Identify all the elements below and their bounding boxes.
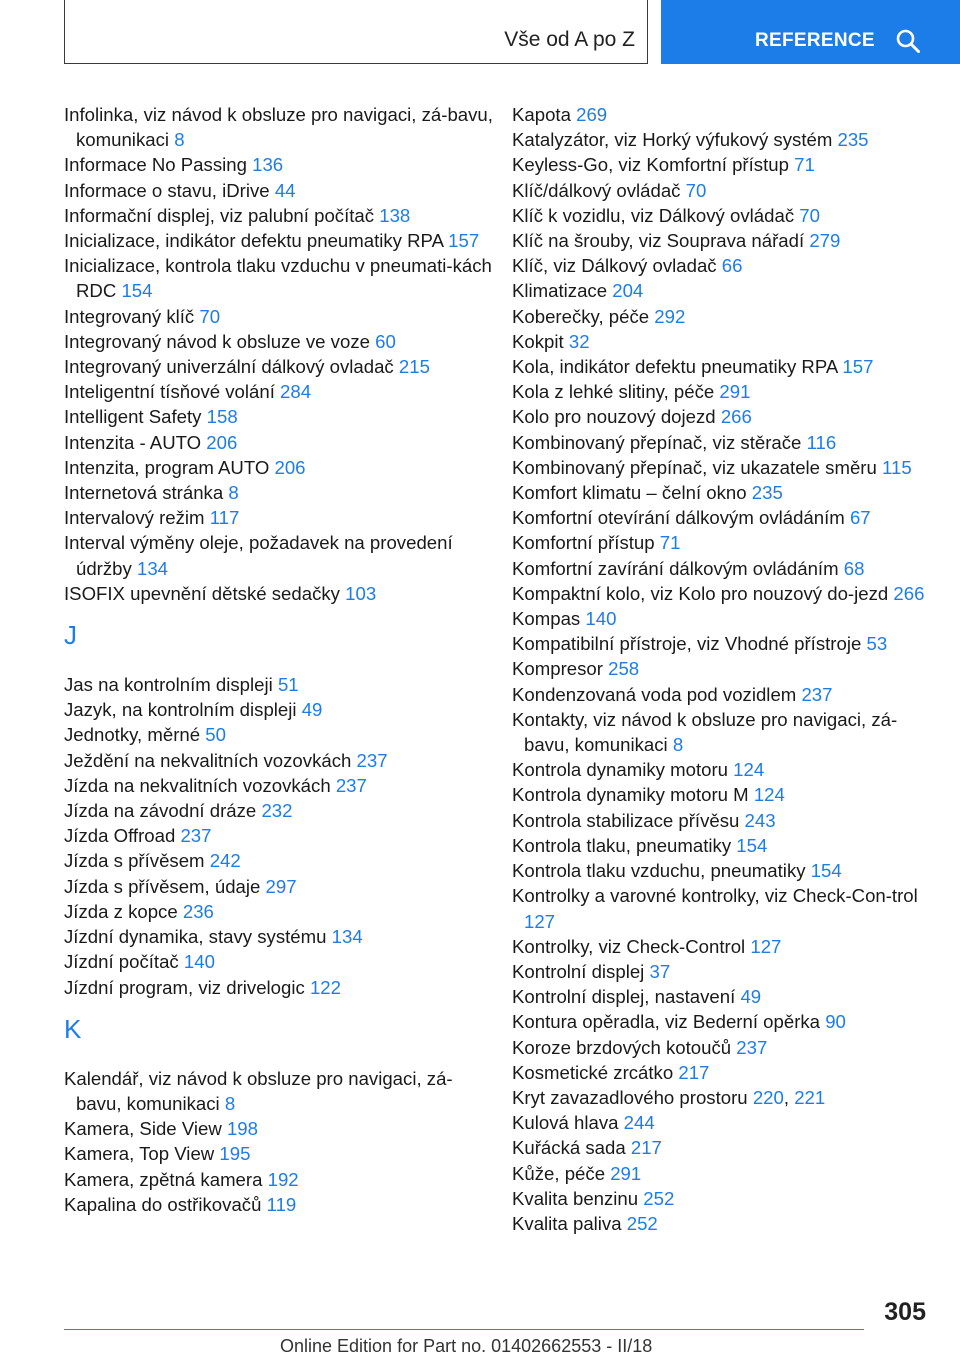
index-entry xyxy=(512,178,932,203)
index-entry-text: Kontrola tlaku vzduchu, pneumatiky xyxy=(512,860,806,882)
page-number: 305 xyxy=(884,1298,926,1326)
index-entry xyxy=(512,883,932,933)
index-entry xyxy=(64,329,494,354)
page-link[interactable]: 158 xyxy=(206,406,238,428)
index-entry xyxy=(512,530,932,555)
index-entry xyxy=(512,430,932,455)
index-entry xyxy=(64,722,494,747)
index-entry-text: Kontrolní displej xyxy=(512,960,645,982)
index-entry-text: Kola z lehké slitiny, péče xyxy=(512,381,715,403)
page-link[interactable]: 157 xyxy=(448,230,480,252)
page-link[interactable]: 206 xyxy=(274,456,306,478)
index-entry xyxy=(64,1167,494,1192)
page-link[interactable]: 71 xyxy=(659,532,681,554)
index-entry-text: Kalendář, viz návod k obsluze pro navigaci, zá-bavu, komunikaci xyxy=(64,1067,453,1114)
index-entry-text: Kůže, péče xyxy=(512,1162,606,1184)
index-entry xyxy=(64,102,494,152)
index-entry-text: Kompaktní kolo, viz Kolo pro nouzový do-jezd xyxy=(512,582,889,604)
index-entry-text: Kapota xyxy=(512,104,571,125)
page-link[interactable]: 232 xyxy=(261,800,293,822)
index-entry xyxy=(512,782,932,807)
index-entry xyxy=(512,808,932,833)
page-link[interactable]: 70 xyxy=(799,204,820,226)
index-entry xyxy=(64,975,494,1000)
search-icon[interactable] xyxy=(895,28,921,54)
index-entry xyxy=(64,949,494,974)
index-entry-text: Kontrola dynamiky motoru xyxy=(512,759,728,781)
index-entry xyxy=(64,899,494,924)
index-entry-text: Kondenzovaná voda pod vozidlem xyxy=(512,683,797,705)
index-entry-text: Kontrolky, viz Check-Control xyxy=(512,935,746,957)
page-link[interactable]: 122 xyxy=(309,976,341,998)
index-entry xyxy=(512,1035,932,1060)
footer-divider xyxy=(64,1329,864,1330)
index-entry xyxy=(64,404,494,429)
page-link[interactable]: 235 xyxy=(837,129,869,151)
page-link[interactable]: 50 xyxy=(205,724,226,746)
index-entry-text: Jazyk, na kontrolním displeji xyxy=(64,699,297,721)
index-entry-text: Integrovaný klíč xyxy=(64,305,195,327)
index-entry xyxy=(64,1141,494,1166)
page-link[interactable]: 154 xyxy=(736,834,768,856)
page-link[interactable]: 237 xyxy=(801,683,833,705)
index-entry-text: Integrovaný univerzální dálkový ovladač xyxy=(64,356,394,378)
page-link[interactable]: 115 xyxy=(882,456,912,478)
page-link[interactable]: 198 xyxy=(226,1118,258,1140)
page-link[interactable]: 266 xyxy=(720,406,752,428)
page-link[interactable]: 237 xyxy=(180,825,212,847)
index-entry xyxy=(512,505,932,530)
page-link[interactable]: 140 xyxy=(183,951,215,973)
index-entry-text: Komfortní zavírání dálkovým ovládáním xyxy=(512,557,839,579)
index-entry xyxy=(512,278,932,303)
index-entry-text: Intelligent Safety xyxy=(64,406,202,428)
page-link[interactable]: 215 xyxy=(398,356,430,378)
index-entry xyxy=(512,203,932,228)
index-entry-text: Inicializace, kontrola tlaku vzduchu v pneumati-kách RDC xyxy=(64,255,492,302)
index-entry-text: Kvalita benzinu xyxy=(512,1187,639,1209)
index-entry xyxy=(64,379,494,404)
index-entry-text: Inteligentní tísňové volání xyxy=(64,381,275,403)
index-entry-text: Internetová stránka xyxy=(64,482,224,504)
page-link[interactable]: 221 xyxy=(794,1086,826,1108)
page-link[interactable]: 220 xyxy=(752,1086,784,1108)
index-entry-text: Kontrolky a varovné kontrolky, viz Check-Con-trol xyxy=(512,885,918,907)
index-entry-text: Kamera, Side View xyxy=(64,1118,222,1140)
index-entry-text: Jízda s přívěsem, údaje xyxy=(64,875,261,897)
index-entry-text: Kompresor xyxy=(512,658,603,680)
page-link[interactable]: 8 xyxy=(228,482,239,504)
index-entry xyxy=(64,1192,494,1217)
header-section-box xyxy=(64,0,648,64)
header-section-title: Vše od A po Z xyxy=(504,28,635,51)
page-link[interactable]: 243 xyxy=(744,809,776,831)
page-link[interactable]: 127 xyxy=(524,910,556,932)
page-link[interactable]: 297 xyxy=(265,875,297,897)
index-entry xyxy=(512,1161,932,1186)
page-link[interactable]: 103 xyxy=(345,582,377,604)
page-link[interactable]: 67 xyxy=(849,507,871,529)
index-entry xyxy=(512,757,932,782)
index-entry xyxy=(512,833,932,858)
index-entry xyxy=(512,656,932,681)
page-link[interactable]: 37 xyxy=(649,960,671,982)
page-link[interactable]: 44 xyxy=(274,179,296,201)
page-link[interactable]: 119 xyxy=(266,1193,297,1215)
index-entry xyxy=(64,530,494,580)
index-entry xyxy=(512,959,932,984)
index-entry xyxy=(64,697,494,722)
index-entry-text: Kamera, zpětná kamera xyxy=(64,1168,263,1190)
index-entry-text: ISOFIX upevnění dětské sedačky xyxy=(64,582,340,604)
index-entry-text: Kontrola stabilizace přívěsu xyxy=(512,809,740,831)
index-entry-text: Klíč/dálkový ovládač xyxy=(512,179,681,201)
index-entry-text: Jízda z kopce xyxy=(64,900,178,922)
index-entry xyxy=(64,304,494,329)
page-link[interactable]: 266 xyxy=(893,582,925,604)
index-entry xyxy=(512,556,932,581)
index-entry xyxy=(512,707,932,757)
index-entry-text: Kombinovaný přepínač, viz stěrače xyxy=(512,431,802,453)
index-entry-text: Kontakty, viz návod k obsluze pro navigaci, zá-bavu, komunikaci xyxy=(512,708,898,756)
index-entry xyxy=(512,1186,932,1211)
index-entry-text: Jas na kontrolním displeji xyxy=(64,674,273,696)
page-link[interactable]: 237 xyxy=(356,749,388,771)
index-entry xyxy=(64,480,494,505)
page-link[interactable]: 8 xyxy=(174,129,185,151)
index-entry xyxy=(512,606,932,631)
index-entry xyxy=(64,874,494,899)
index-entry-text: Kombinovaný přepínač, viz ukazatele směru xyxy=(512,456,877,478)
index-entry xyxy=(64,505,494,530)
page-link[interactable]: 157 xyxy=(842,356,874,378)
index-entry xyxy=(64,581,494,606)
index-entry-text: Jízdní program, viz drivelogic xyxy=(64,976,305,998)
index-entry xyxy=(512,253,932,278)
page-link[interactable]: 127 xyxy=(750,935,782,957)
index-entry xyxy=(64,748,494,773)
index-entry-text: Komfortní otevírání dálkovým ovládáním xyxy=(512,507,845,529)
index-entry xyxy=(512,152,932,177)
index-entry-text: Klíč, viz Dálkový ovladač xyxy=(512,255,717,277)
page-link[interactable]: 284 xyxy=(280,381,312,403)
page-link[interactable]: 70 xyxy=(685,179,707,201)
page-link[interactable]: 68 xyxy=(843,557,865,579)
page-link[interactable]: 154 xyxy=(810,860,842,882)
index-entry-text: Kryt zavazadlového prostoru xyxy=(512,1086,748,1108)
index-entry-text: Intenzita - AUTO xyxy=(64,431,202,453)
index-entry xyxy=(64,228,494,253)
page-link[interactable]: 206 xyxy=(206,431,238,453)
index-entry xyxy=(512,858,932,883)
index-entry xyxy=(512,480,932,505)
index-entry xyxy=(512,102,932,127)
index-entry xyxy=(64,924,494,949)
header-tab-label: REFERENCE xyxy=(755,30,875,51)
index-entry xyxy=(512,304,932,329)
index-entry-text: Klíč k vozidlu, viz Dálkový ovládač xyxy=(512,204,795,226)
footer-edition: Online Edition for Part no. 01402662553 - II/18 xyxy=(280,1336,653,1356)
index-entry-text: Komfortní přístup xyxy=(512,532,655,554)
index-entry-text: Koberečky, péče xyxy=(512,305,650,327)
index-entry xyxy=(512,1211,932,1236)
page-link[interactable]: 116 xyxy=(806,431,837,453)
index-entry-text: Jízda na nekvalitních vozovkách xyxy=(64,774,331,796)
page-link[interactable]: 8 xyxy=(224,1092,236,1114)
index-entry xyxy=(512,404,932,429)
index-column-left xyxy=(64,102,494,1217)
index-entry-text: Kapalina do ostřikovačů xyxy=(64,1193,262,1215)
page-link[interactable]: 237 xyxy=(736,1036,768,1058)
index-letter-heading: K xyxy=(64,1013,82,1044)
index-entry-text: Kola, indikátor defektu pneumatiky RPA xyxy=(512,356,838,378)
page-link[interactable]: 192 xyxy=(267,1168,299,1190)
index-entry xyxy=(512,631,932,656)
index-entry-text: Informace No Passing xyxy=(64,154,247,176)
index-entry xyxy=(64,672,494,697)
page-link[interactable]: 49 xyxy=(301,699,323,721)
index-entry xyxy=(64,1116,494,1141)
index-entry-text: Kokpit xyxy=(512,330,564,352)
index-entry-text: Intervalový režim xyxy=(64,507,205,529)
index-entry-text: Inicializace, indikátor defektu pneumatiky RPA xyxy=(64,230,443,252)
page-link[interactable]: 140 xyxy=(585,608,617,630)
index-entry-text: Kontrola tlaku, pneumatiky xyxy=(512,834,732,856)
index-entry-text: Kontrolní displej, nastavení xyxy=(512,986,736,1008)
index-entry-text: Kulová hlava xyxy=(512,1112,619,1134)
page-link[interactable]: 51 xyxy=(277,674,299,696)
header-reference-tab[interactable] xyxy=(661,0,960,64)
index-entry xyxy=(512,1009,932,1034)
page-link[interactable]: 217 xyxy=(678,1061,710,1083)
index-entry xyxy=(512,127,932,152)
index-entry xyxy=(512,682,932,707)
index-entry xyxy=(64,354,494,379)
page-link[interactable]: 32 xyxy=(568,330,590,352)
page-link[interactable]: 66 xyxy=(721,255,743,277)
index-entry-text: Informace o stavu, iDrive xyxy=(64,179,270,201)
page-link[interactable]: 49 xyxy=(740,986,762,1008)
index-entry-text: Kontrola dynamiky motoru M xyxy=(512,784,749,806)
page-link[interactable]: 258 xyxy=(608,658,640,680)
index-entry-text: Keyless-Go, viz Komfortní přístup xyxy=(512,154,789,176)
page-link[interactable]: 279 xyxy=(809,230,841,252)
index-entry-text: Kompas xyxy=(512,608,581,630)
index-entry-text: Katalyzátor, viz Horký výfukový systém xyxy=(512,129,833,151)
index-entry-text: Klimatizace xyxy=(512,280,608,302)
index-entry-text: Jízda Offroad xyxy=(64,825,176,847)
page-link[interactable]: 117 xyxy=(209,507,240,529)
index-entry-text: Jízdní počítač xyxy=(64,951,179,973)
index-entry xyxy=(512,329,932,354)
index-entry-text: Klíč na šrouby, viz Souprava nářadí xyxy=(512,230,805,252)
index-entry xyxy=(512,455,932,480)
index-entry-text: Kontura opěradla, viz Bederní opěrka xyxy=(512,1011,821,1033)
index-entry-text: Jízda na závodní dráze xyxy=(64,800,257,822)
index-entry xyxy=(64,798,494,823)
page-link[interactable]: 70 xyxy=(199,305,221,327)
index-entry-text: Informační displej, viz palubní počítač xyxy=(64,204,375,226)
index-entry-text: Intenzita, program AUTO xyxy=(64,456,270,478)
page-link[interactable]: 71 xyxy=(794,154,815,176)
index-entry-text: Kvalita paliva xyxy=(512,1212,622,1234)
index-entry xyxy=(512,984,932,1009)
index-entry-text: Koroze brzdových kotoučů xyxy=(512,1036,732,1058)
page-link[interactable]: 124 xyxy=(753,784,785,806)
page-link[interactable]: 124 xyxy=(733,759,765,781)
index-entry xyxy=(512,1135,932,1160)
page-link[interactable]: 134 xyxy=(136,557,169,579)
page-link[interactable]: 242 xyxy=(209,850,241,872)
index-entry xyxy=(64,1066,494,1116)
page-link[interactable]: 291 xyxy=(719,381,751,403)
index-entry xyxy=(64,203,494,228)
page-link[interactable]: 235 xyxy=(751,482,783,504)
index-entry-text: Komfort klimatu – čelní okno xyxy=(512,482,747,504)
index-entry: Kryt zavazadlového prostoru 220, 221 xyxy=(512,1086,826,1108)
index-entry-text: Interval výměny oleje, požadavek na provedení údržby xyxy=(64,532,453,579)
page-link[interactable]: 8 xyxy=(672,734,684,756)
index-entry-text: Kuřácká sada xyxy=(512,1137,626,1159)
page-link[interactable]: 269 xyxy=(576,104,608,125)
page-link[interactable]: 53 xyxy=(866,633,888,655)
index-entry xyxy=(64,253,494,303)
index-entry-text: Kamera, Top View xyxy=(64,1143,215,1165)
page-link[interactable]: 292 xyxy=(654,305,686,327)
index-entry-text: Jízda s přívěsem xyxy=(64,850,205,872)
index-column-right xyxy=(512,102,932,1236)
index-entry xyxy=(64,848,494,873)
index-entry xyxy=(64,823,494,848)
index-entry-text: Jízdní dynamika, stavy systému xyxy=(64,926,327,948)
index-entry xyxy=(512,1110,932,1135)
page-link[interactable]: 90 xyxy=(825,1011,846,1033)
index-entry xyxy=(512,1060,932,1085)
page-link[interactable]: 136 xyxy=(252,154,284,176)
index-entry-text: Infolinka, viz návod k obsluze pro navigaci, zá-bavu, komunikaci xyxy=(64,104,493,151)
index-entry xyxy=(64,430,494,455)
page-link[interactable]: 134 xyxy=(331,926,363,948)
index-entry xyxy=(512,228,932,253)
index-entry xyxy=(512,934,932,959)
page-link[interactable]: 291 xyxy=(610,1162,642,1184)
index-entry xyxy=(512,354,932,379)
page-link[interactable]: 154 xyxy=(121,280,153,302)
index-entry xyxy=(64,773,494,798)
page-link[interactable]: 236 xyxy=(182,900,214,922)
page-link[interactable]: 217 xyxy=(630,1137,662,1159)
index-letter-heading: J xyxy=(64,620,77,651)
index-entry xyxy=(64,455,494,480)
page-link[interactable]: 244 xyxy=(623,1112,655,1134)
index-entry xyxy=(512,379,932,404)
index-entry-text: Jednotky, měrné xyxy=(64,724,201,746)
page-link[interactable]: 237 xyxy=(335,774,367,796)
page-link[interactable]: 138 xyxy=(379,204,411,226)
page-link[interactable]: 195 xyxy=(219,1143,251,1165)
page-link[interactable]: 252 xyxy=(626,1212,658,1234)
index-entry xyxy=(512,581,932,606)
index-entry-text: Kolo pro nouzový dojezd xyxy=(512,406,716,428)
index-entry-text: Kompatibilní přístroje, viz Vhodné přístroje xyxy=(512,633,862,655)
index-entry-text: Integrovaný návod k obsluze ve voze xyxy=(64,330,370,352)
index-entry xyxy=(64,178,494,203)
page-link[interactable]: 252 xyxy=(643,1187,675,1209)
index-entry xyxy=(64,152,494,177)
page-link[interactable]: 60 xyxy=(375,330,396,352)
index-entry-text: Kosmetické zrcátko xyxy=(512,1061,674,1083)
index-entry-text: Ježdění na nekvalitních vozovkách xyxy=(64,749,352,771)
page-link[interactable]: 204 xyxy=(612,280,644,302)
